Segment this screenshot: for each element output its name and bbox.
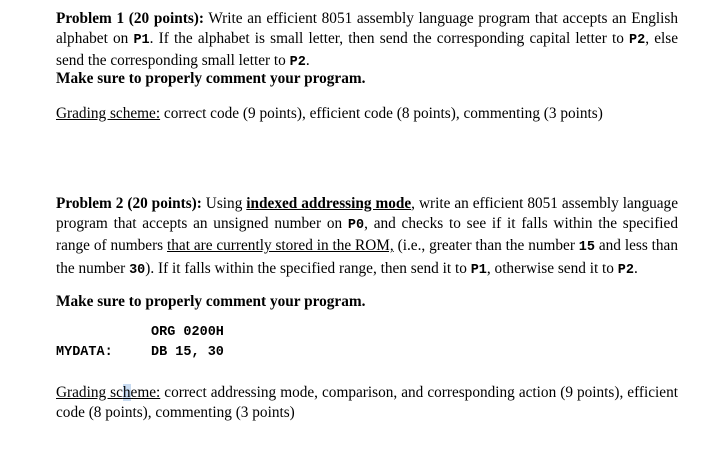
problem2-make-sure xyxy=(56,292,678,312)
problem2-statement xyxy=(56,194,678,281)
problem1-text-3: , else send the corresponding small letter to xyxy=(56,30,678,70)
make-sure-text: Make sure to properly comment your program. xyxy=(56,70,366,87)
port-p1: P1 xyxy=(133,33,150,49)
problem2-text-6: ). If it falls within the specified range, then send it to xyxy=(145,259,471,277)
problem1-heading: Problem 1 (20 points): xyxy=(56,10,204,27)
problem2-grading-scheme xyxy=(56,383,678,423)
problem2-text-4: (i.e., greater than the number xyxy=(393,237,579,255)
problem2-text-2: , write an efficient 8051 assembly language program that accepts an unsigned number on xyxy=(56,195,678,233)
code-label-mydata: MYDATA: xyxy=(56,345,113,360)
make-sure-text: Make sure to properly comment your program. xyxy=(56,293,366,310)
text-cursor-highlight: h xyxy=(122,384,131,401)
port-p2: P2 xyxy=(617,262,634,278)
rom-phrase: that are currently stored in the ROM, xyxy=(167,237,394,255)
problem1-text-1: Write an efficient 8051 assembly language program that accepts an English alphabet on xyxy=(56,10,678,48)
grading-label-part: eme: xyxy=(130,384,161,401)
grading-scheme-label: Grading scheme: xyxy=(56,105,161,122)
port-p2: P2 xyxy=(629,33,646,49)
number-30: 30 xyxy=(129,262,146,278)
code-org-line: ORG 0200H xyxy=(151,325,224,340)
problem2-text-7: , otherwise send it to xyxy=(486,259,618,277)
problem1-grading-scheme xyxy=(56,104,678,124)
problem1-make-sure xyxy=(56,69,678,89)
problem2-heading: Problem 2 (20 points): xyxy=(56,195,202,212)
port-p1: P1 xyxy=(470,262,487,278)
problem2-text-5: and less than the number xyxy=(56,237,678,277)
problem1-statement xyxy=(56,9,678,74)
problem2-text-3: , and checks to see if it falls within the specified range of numbers xyxy=(56,215,678,255)
problem2-text-1: Using xyxy=(201,195,247,212)
problem1-text-2: . If the alphabet is small letter, then send the corresponding capital letter to xyxy=(149,30,630,48)
grading-scheme-label xyxy=(56,384,160,401)
grading-scheme-text: correct addressing mode, comparison, and corresponding action (9 points), efficient code (8 points), commenting (3 points) xyxy=(56,384,678,422)
problem1-text-4: . xyxy=(305,52,310,70)
grading-label-part: Grading sc xyxy=(56,384,123,401)
grading-scheme-text: correct code (9 points), efficient code (8 points), commenting (3 points) xyxy=(160,105,603,122)
problem2-text-8: . xyxy=(633,259,638,277)
port-p0: P0 xyxy=(347,218,365,234)
number-15: 15 xyxy=(578,240,595,256)
code-db-line: DB 15, 30 xyxy=(151,345,224,360)
indexed-addressing-mode: indexed addressing mode xyxy=(246,195,412,212)
port-p2: P2 xyxy=(289,55,306,71)
